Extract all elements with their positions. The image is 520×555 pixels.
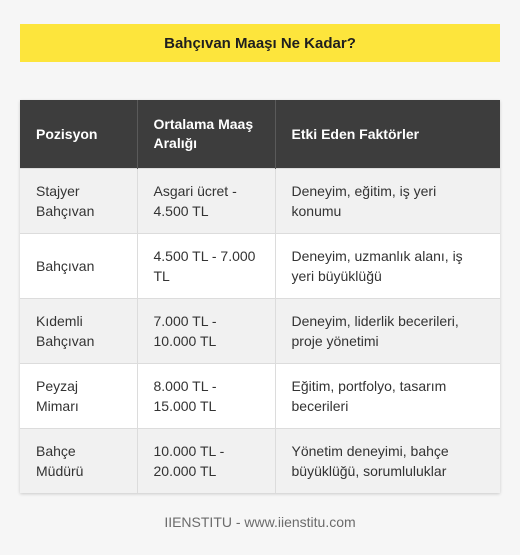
cell-factors: Eğitim, portfolyo, tasarım becerileri — [275, 364, 500, 429]
cell-factors: Deneyim, eğitim, iş yeri konumu — [275, 169, 500, 234]
page-title: Bahçıvan Maaşı Ne Kadar? — [164, 34, 356, 52]
cell-position: Bahçe Müdürü — [20, 429, 137, 494]
table-row — [20, 234, 500, 299]
table-row — [20, 429, 500, 494]
table-row — [20, 169, 500, 234]
cell-position: Peyzaj Mimarı — [20, 364, 137, 429]
cell-factors: Deneyim, liderlik becerileri, proje yönetimi — [275, 299, 500, 364]
cell-salary-range: Asgari ücret - 4.500 TL — [137, 169, 275, 234]
header-salary-range: Ortalama Maaş Aralığı — [137, 100, 275, 169]
header-factors: Etki Eden Faktörler — [275, 100, 500, 169]
cell-position: Bahçıvan — [20, 234, 137, 299]
salary-table — [20, 100, 500, 493]
table-row — [20, 364, 500, 429]
cell-position: Kıdemli Bahçıvan — [20, 299, 137, 364]
cell-salary-range: 4.500 TL - 7.000 TL — [137, 234, 275, 299]
cell-position: Stajyer Bahçıvan — [20, 169, 137, 234]
table-row — [20, 299, 500, 364]
table-header-row — [20, 100, 500, 169]
cell-salary-range: 8.000 TL - 15.000 TL — [137, 364, 275, 429]
footer-credit: IIENSTITU - www.iienstitu.com — [164, 514, 356, 530]
cell-factors: Deneyim, uzmanlık alanı, iş yeri büyüklüğü — [275, 234, 500, 299]
cell-salary-range: 7.000 TL - 10.000 TL — [137, 299, 275, 364]
header-position: Pozisyon — [20, 100, 137, 169]
cell-salary-range: 10.000 TL - 20.000 TL — [137, 429, 275, 494]
title-banner — [20, 24, 500, 62]
cell-factors: Yönetim deneyimi, bahçe büyüklüğü, sorumluluklar — [275, 429, 500, 494]
